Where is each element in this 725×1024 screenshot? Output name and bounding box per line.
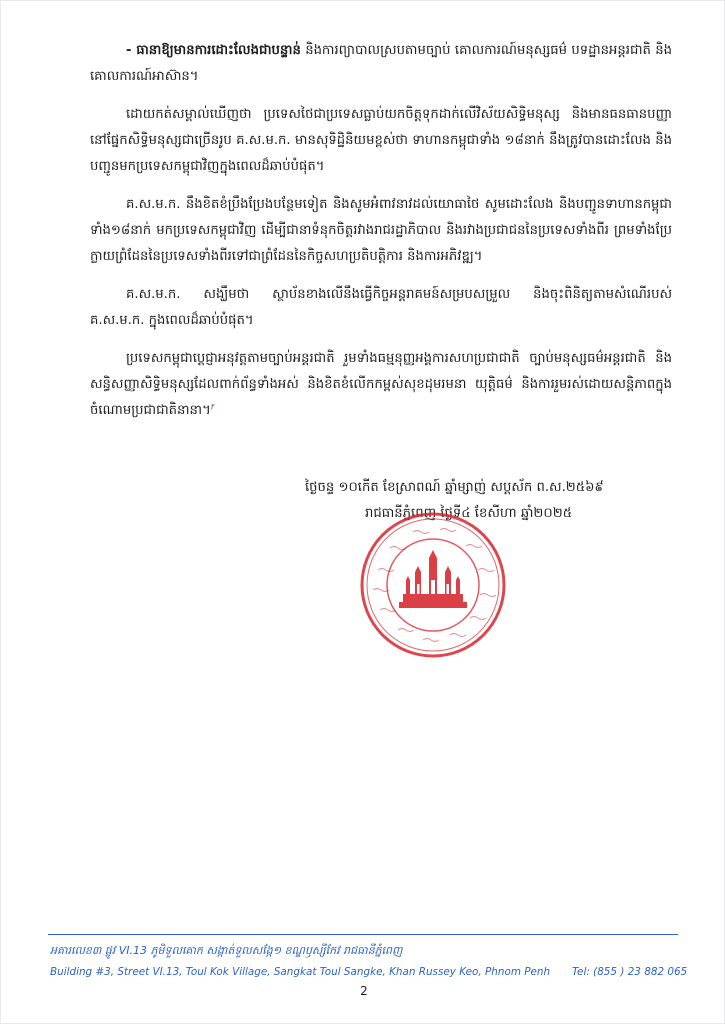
date-solar: រាជធានីភ្នំពេញ ថ្ងៃទី៤ ខែសីហា ឆ្នាំ២០២៥ xyxy=(365,506,573,521)
paragraph-4 xyxy=(90,282,672,334)
paragraph-5 xyxy=(90,346,672,424)
footer-divider xyxy=(48,934,678,935)
paragraph-1-text: និងការព្យាបាលស្របតាមច្បាប់ គោលការណ៍មនុស្សធម៌ បទដ្ឋានអន្តរជាតិ និងគោលការណ៍អាស៊ាន។ xyxy=(90,43,672,84)
page-number: 2 xyxy=(360,984,368,998)
footer-address-khmer: អគារលេខ៣ ផ្លូវ VI.13 ភូមិទួលគោក សង្កាត់ទួលសង្កែ១ ខណ្ឌឫស្សីកែវ រាជធានីភ្នំពេញ xyxy=(50,944,403,957)
official-seal xyxy=(358,510,508,660)
letter-body xyxy=(90,38,672,436)
paragraph-3-text: គ.ស.ម.ក. នឹងខិតខំប្រឹងប្រែងបន្ថែមទៀត និងសូមអំពាវនាវដល់យោធាថៃ សូមដោះលែង និងបញ្ជូនទាហានកម្ពុជាទាំង១៨នាក់ មកប្រទេសកម្ពុជាវិញ ដើម្បីជានាទំនុកចិត្តរវាងរាជរដ្ឋាភិបាល និងរវាងប្រជាជននៃប្រទេសទាំងពីរ ព្រមទាំងប្រែក្លាយព្រំដែននៃប្រទេសទាំងពីរទៅជាព្រំដែននៃកិច្ចសហប្រតិបត្តិការ និងការអភិវឌ្ឍ។ xyxy=(90,197,672,264)
paragraph-1 xyxy=(90,38,672,90)
paragraph-4-text: គ.ស.ម.ក. សង្ឃឹមថា ស្ថាប័នខាងលើនឹងធ្វើកិច្ចអន្តរាគមន៍សម្របសម្រួល និងចុះពិនិត្យតាមសំណើរបស់ គ.ស.ម.ក. ក្នុងពេលដ៏ឆាប់បំផុត។ xyxy=(90,287,672,328)
footer-address-english: Building #3, Street VI.13, Toul Kok Village, Sangkat Toul Sangke, Khan Russey Keo, Phnom Penh xyxy=(50,966,551,978)
paraph-mark: ᶠ xyxy=(210,403,215,418)
paragraph-2 xyxy=(90,102,672,180)
date-lunar: ថ្ងៃចន្ទ ១០កើត ខែស្រាពណ៍ ឆ្នាំម្សាញ់ សប្តស័ក ព.ស.២៥៦៩ xyxy=(305,480,604,495)
seal-graphic xyxy=(358,510,508,660)
paragraph-5-text: ប្រទេសកម្ពុជាប្តេជ្ញាអនុវត្តតាមច្បាប់អន្តរជាតិ រួមទាំងធម្មនុញ្ញអង្គការសហប្រជាជាតិ ច្បាប់មនុស្សធម៌អន្តរជាតិ និងសន្ធិសញ្ញាសិទ្ធិមនុស្សដែលពាក់ព័ន្ធទាំងអស់ និងខិតខំលើកកម្ពស់សុខដុមរមនា យុត្តិធម៌ និងការរួមរស់ដោយសន្តិភាពក្នុងចំណោមប្រជាជាតិនានា។ xyxy=(90,351,672,418)
paragraph-2-text: ដោយកត់សម្គាល់ឃើញថា ប្រទេសថៃជាប្រទេសធ្លាប់យកចិត្តទុកដាក់លើវិស័យសិទ្ធិមនុស្ស និងមានធនធានបញ្ញានៅផ្នែកសិទ្ធិមនុស្សជាច្រើនរូប គ.ស.ម.ក. មានសុទិដ្ឋិនិយមខ្ពស់ថា ទាហានកម្ពុជាទាំង ១៨នាក់ នឹងត្រូវបានដោះលែង និងបញ្ជូនមកប្រទេសកម្ពុជាវិញក្នុងពេលដ៏ឆាប់បំផុត។ xyxy=(90,107,672,174)
paragraph-1-lead: - ធានាឱ្យមានការដោះលែងជាបន្ទាន់ xyxy=(126,43,301,58)
footer-telephone: Tel: (855 ) 23 882 065 xyxy=(572,966,688,978)
paragraph-3 xyxy=(90,192,672,270)
